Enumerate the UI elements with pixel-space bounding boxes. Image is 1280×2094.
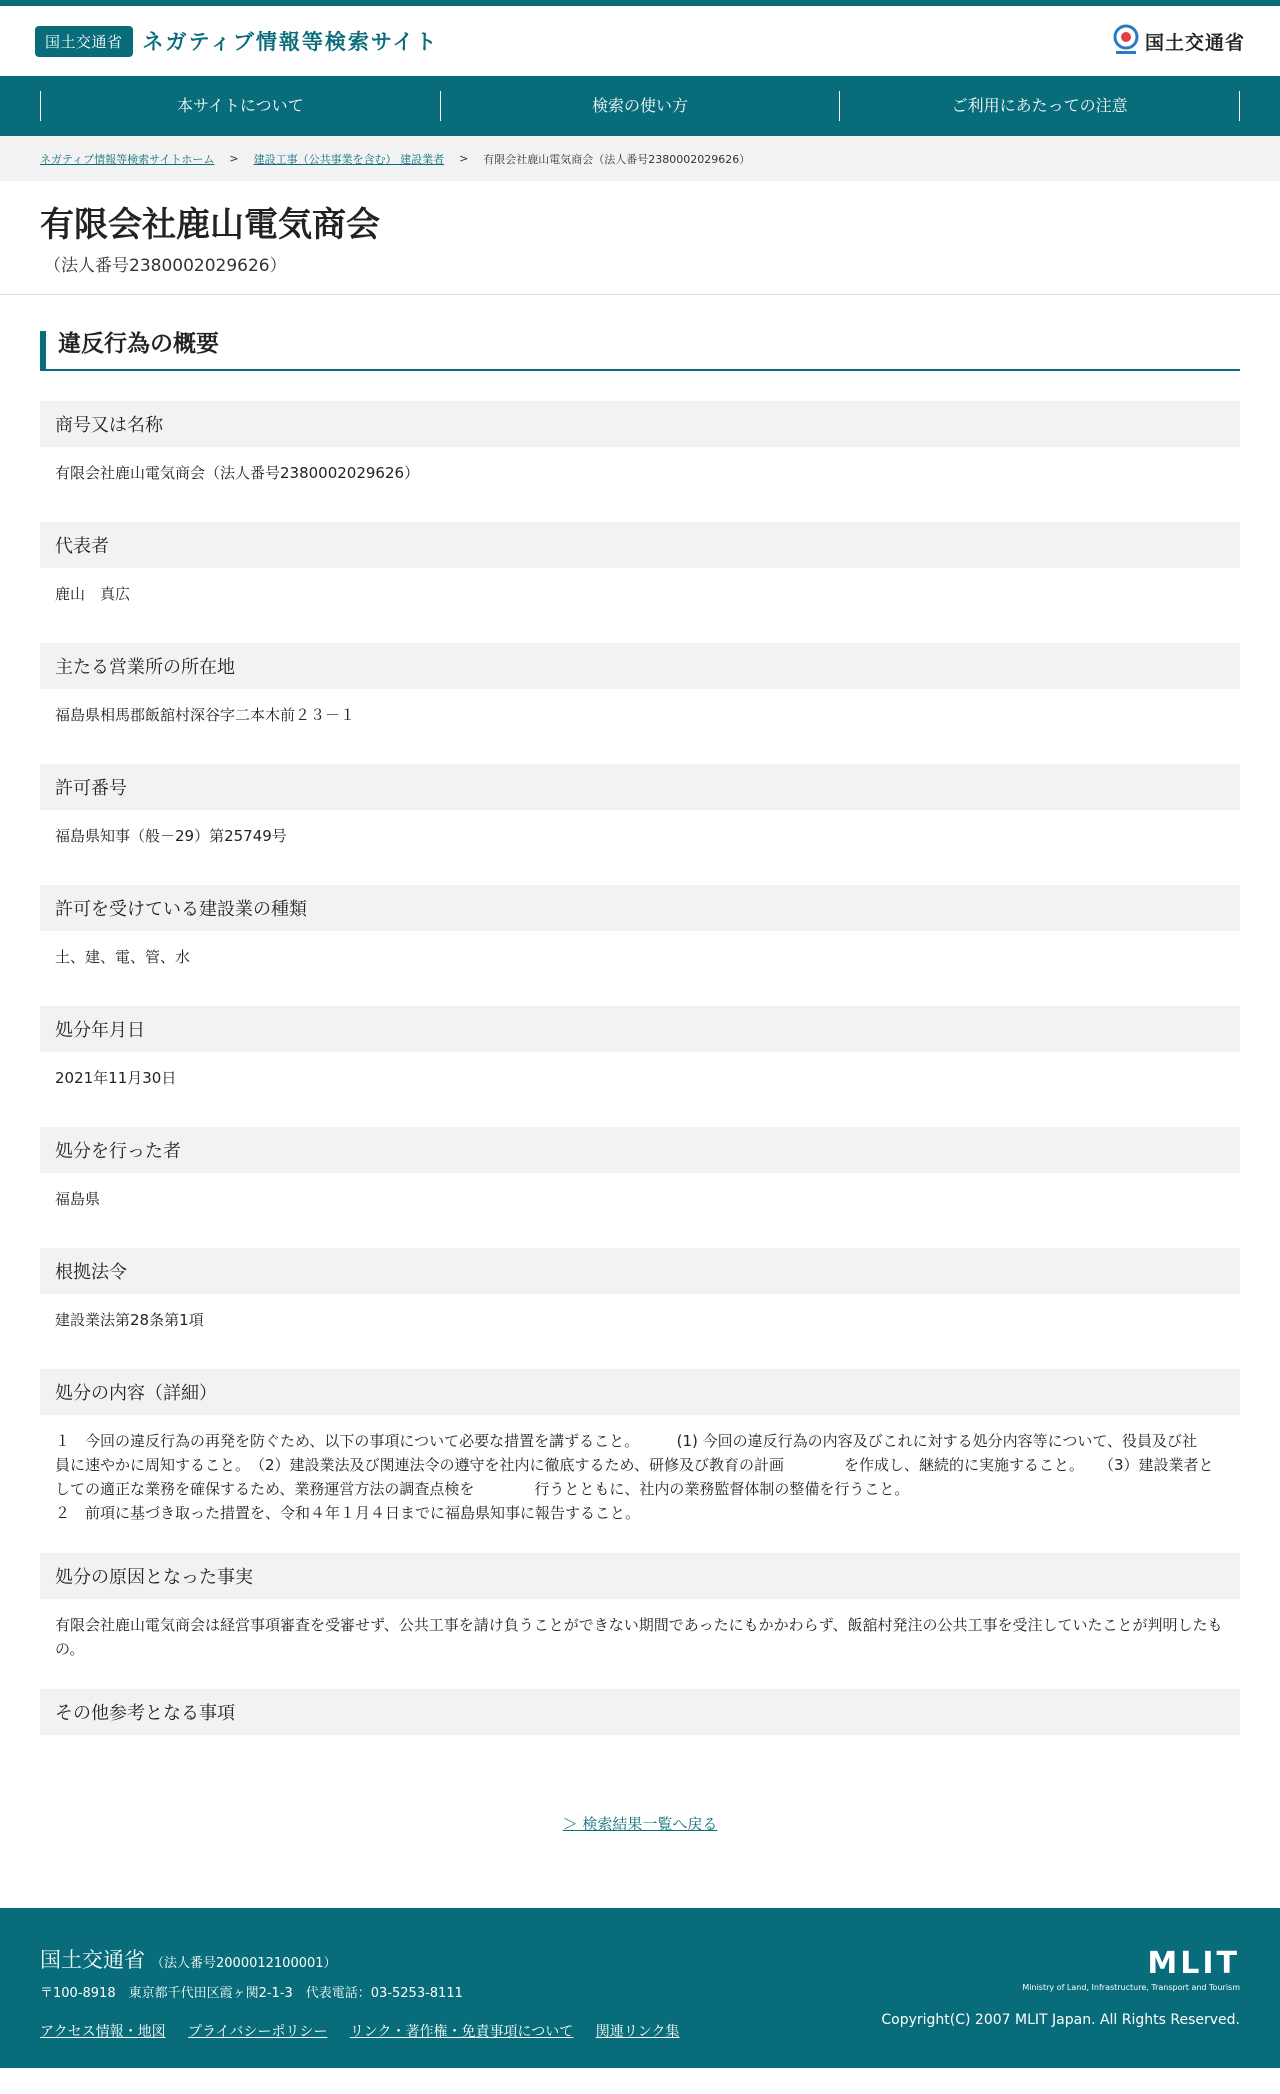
footer-address: 〒100-8918 東京都千代田区霞ヶ関2-1-3 代表電話：03-5253-8111 — [40, 1986, 463, 2002]
value-license-number: 福島県知事（般－29）第25749号 — [55, 827, 287, 846]
label-disposing-authority: 処分を行った者 — [40, 1127, 1240, 1173]
global-nav — [0, 76, 1280, 136]
breadcrumb-home-link[interactable]: ネガティブ情報等検索サイトホーム — [40, 152, 215, 166]
breadcrumb-category-link[interactable]: 建設工事（公共事業を含む） 建設業者 — [253, 152, 445, 166]
nav-usage-notes[interactable]: ご利用にあたっての注意 — [839, 91, 1240, 121]
value-trade-name: 有限会社鹿山電気商会（法人番号2380002029626） — [55, 464, 420, 483]
breadcrumb-current: 有限会社鹿山電気商会（法人番号2380002029626） — [483, 152, 751, 166]
section-heading-text: 違反行為の概要 — [58, 331, 219, 358]
mlit-logo-word: MLIT — [1147, 1946, 1240, 1982]
breadcrumb — [0, 136, 1280, 181]
value-legal-basis: 建設業法第28条第1項 — [55, 1311, 204, 1330]
ministry-emblem-icon — [1111, 24, 1141, 58]
value-disposition-details: １ 今回の違反行為の再発を防ぐため、以下の事項について必要な措置を講ずること。 (1) 今回の違反行為の内容及びこれに対する処分内容等について、役員及び社 員に速やかに周知すること。 （2）建設業法及び関連法令の遵守を社内に徹底するため、研修及び教育の計画 を作成し、継続的に実施すること。 （3）建設業者としての適正な業務を確保するため、業務運営方法の調査点検を 行うとともに、社内の業務監督体制の整備を行うこと。 ２ 前項に基づき取った措置を、令和４年１月４日までに福島県知事に報告すること。 — [55, 1432, 1214, 1523]
site-header — [0, 6, 1280, 76]
mlit-logo-subtitle: Ministry of Land, Infrastructure, Transport and Tourism — [1022, 1983, 1240, 1993]
ministry-name: 国土交通省 — [1144, 31, 1245, 54]
footer-link-related[interactable]: 関連リンク集 — [595, 2024, 680, 2041]
nav-about[interactable]: 本サイトについて — [40, 91, 440, 121]
site-name: ネガティブ情報等検索サイト — [142, 30, 439, 54]
footer-link-access[interactable]: アクセス情報・地図 — [40, 2024, 166, 2041]
nav-how-to-search[interactable]: 検索の使い方 — [440, 91, 840, 121]
page-title: 有限会社鹿山電気商会 — [40, 205, 380, 245]
value-cause-facts: 有限会社鹿山電気商会は経営事項審査を受審せず、公共工事を請け負うことができない期間であったにもかかわらず、飯舘村発注の公共工事を受注していたことが判明したもの。 — [55, 1616, 1223, 1659]
copyright: Copyright(C) 2007 MLIT Japan. All Rights Reserved. — [881, 2012, 1240, 2029]
footer-org-name: 国土交通省 — [40, 1948, 145, 1973]
label-office-address: 主たる営業所の所在地 — [40, 643, 1240, 689]
label-other-notes: その他参考となる事項 — [40, 1689, 1240, 1735]
site-footer — [0, 1908, 1280, 2068]
back-link-wrap — [40, 1813, 1240, 1834]
label-disposition-details: 処分の内容（詳細） — [40, 1369, 1240, 1415]
label-license-number: 許可番号 — [40, 764, 1240, 810]
footer-link-copyright[interactable]: リンク・著作権・免責事項について — [349, 2024, 574, 2041]
site-brand[interactable] — [35, 26, 438, 57]
ministry-badge: 国土交通省 — [35, 26, 133, 57]
value-disposing-authority: 福島県 — [55, 1190, 101, 1209]
section-heading — [40, 331, 1240, 371]
value-representative: 鹿山 真広 — [55, 585, 131, 604]
breadcrumb-separator: > — [459, 152, 469, 165]
detail-list — [40, 401, 1240, 1735]
breadcrumb-separator: > — [229, 152, 239, 165]
back-to-results-link[interactable]: ＞ 検索結果一覧へ戻る — [562, 1815, 718, 1834]
corporate-number: （法人番号2380002029626） — [44, 256, 287, 277]
title-block — [0, 181, 1280, 295]
ministry-logo[interactable] — [1111, 24, 1245, 58]
value-disposition-date: 2021年11月30日 — [55, 1069, 177, 1088]
label-representative: 代表者 — [40, 522, 1240, 568]
footer-org-number: （法人番号2000012100001） — [151, 1956, 337, 1972]
label-license-types: 許可を受けている建設業の種類 — [40, 885, 1240, 931]
label-cause-facts: 処分の原因となった事実 — [40, 1553, 1240, 1599]
footer-link-privacy[interactable]: プライバシーポリシー — [188, 2024, 328, 2041]
label-legal-basis: 根拠法令 — [40, 1248, 1240, 1294]
value-office-address: 福島県相馬郡飯舘村深谷字二本木前２３－１ — [55, 706, 356, 725]
label-trade-name: 商号又は名称 — [40, 401, 1240, 447]
label-disposition-date: 処分年月日 — [40, 1006, 1240, 1052]
mlit-logo — [1022, 1946, 1240, 1992]
main-content — [0, 295, 1280, 1834]
value-license-types: 土、建、電、管、水 — [55, 948, 191, 967]
